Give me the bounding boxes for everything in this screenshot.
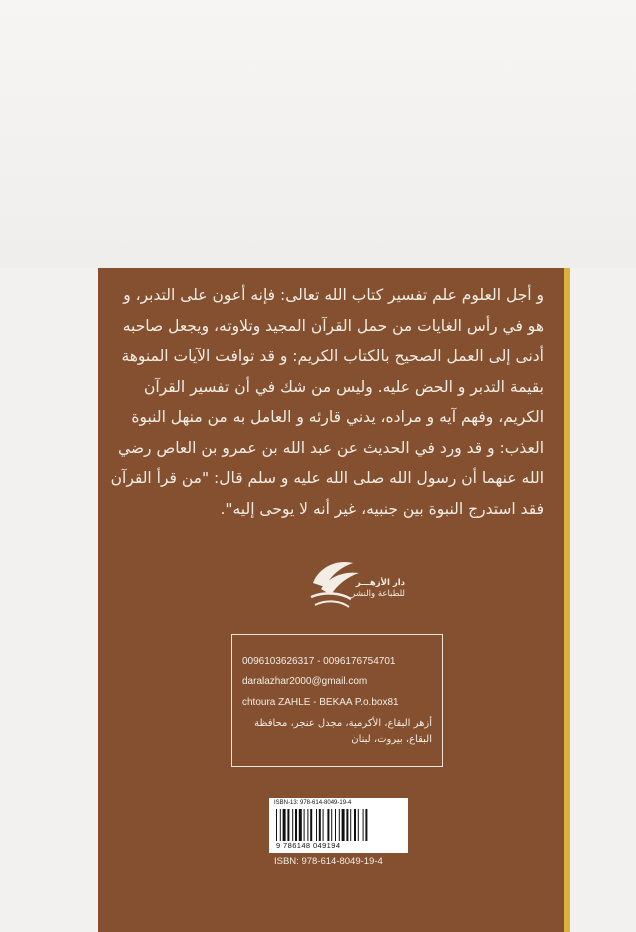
publisher-name (335, 578, 405, 600)
blurb-line: العذب: و قد ورد في الحديث عن عبد الله بن عمرو بن العاص رضي (117, 438, 544, 457)
publisher-title: دار الأزهـــر (355, 578, 405, 588)
blurb-line: الله عنهما أن رسول الله صلى الله عليه و سلم قال: "من قرأ القرآن (110, 469, 544, 487)
blurb-line: فقد استدرج النبوة بين جنبيه، غير أنه لا يوحى إليه". (220, 499, 544, 518)
phone-numbers: 0096103626317 - 0096176754701 (242, 656, 396, 667)
postal-address: chtoura ZAHLE - BEKAA P.o.box81 (242, 697, 399, 708)
blurb-line: هو في رأس الغايات من حمل القرآن المجيد وتلاوته، ويجعل صاحبه (122, 316, 544, 335)
blurb-line: أدنى إلى العمل الصحيح بالكتاب الكريم: و قد توافت الآيات المنوهة (121, 347, 544, 365)
email-address: daralazhar2000@gmail.com (242, 676, 368, 687)
blurb-line: الكريم، وفهم آيه و مراده، يدني قارئه و العامل به من منهل النبوة (131, 408, 544, 426)
arabic-address: أزهر البقاع، الأكرمية، مجدل عنجر، محافظة البقاع، بيروت، لبنان (254, 718, 432, 745)
barcode-digits: 9 786148 049194 (276, 841, 341, 850)
isbn13-label: ISBN-13: 978-614-8049-19-4 (274, 800, 352, 806)
isbn-label: ISBN: 978-614-8049-19-4 (274, 856, 383, 867)
blurb-line: و أجل العلوم علم تفسير كتاب الله تعالى: فإنه أعون على التدبر، و (123, 286, 544, 304)
publisher-subtitle: للطباعة والنشر (351, 589, 405, 599)
cover-edge-stripe (564, 268, 570, 932)
blurb-line: بقيمة التدبر و الحض عليه. وليس من شك في أن تفسير القرآن (144, 377, 544, 396)
page-top-background (0, 0, 636, 268)
blurb-text (110, 280, 544, 524)
barcode-icon (274, 809, 403, 841)
